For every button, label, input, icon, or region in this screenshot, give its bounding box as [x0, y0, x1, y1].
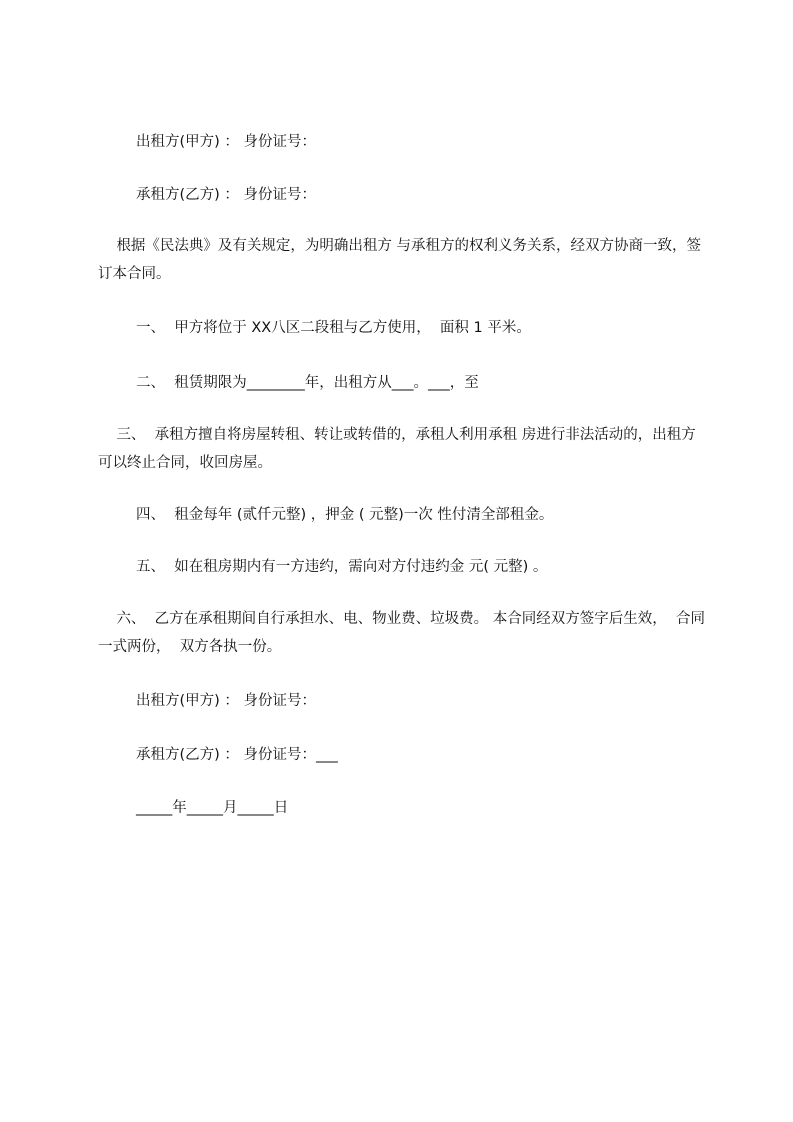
header-tenant-line: 承租方(乙方) ： 身份证号： — [136, 187, 317, 203]
date-line: _____年_____月_____日 — [136, 800, 289, 816]
header-landlord-line: 出租方(甲方) ： 身份证号： — [136, 134, 317, 150]
clause-2: 二、 租赁期限为________年，出租方从___。___，至 — [136, 375, 479, 391]
clause-1: 一、 甲方将位于 XX八区二段租与乙方使用， 面积 1 平米。 — [136, 320, 531, 336]
clause-5: 五、 如在租房期内有一方违约，需向对方付违约金 元( 元整) 。 — [136, 559, 548, 575]
clause-6: 六、 乙方在承租期间自行承担水、电、物业费、垃圾费。 本合同经双方签字后生效， 合同一式两份， 双方各执一份。 — [98, 611, 705, 655]
clause-4: 四、 租金每年 (贰仟元整) ，押金 ( 元整)一次 性付清全部租金。 — [136, 507, 554, 523]
footer-landlord-line: 出租方(甲方) ： 身份证号： — [136, 693, 317, 709]
footer-tenant-line: 承租方(乙方) ： 身份证号：___ — [136, 747, 338, 763]
clause-3: 三、 承租方擅自将房屋转租、转让或转借的，承租人利用承租 房进行非法活动的，出租方可以终止合同，收回房屋。 — [98, 427, 696, 471]
intro-paragraph: 根据《民法典》及有关规定，为明确出租方 与承租方的权利义务关系，经双方协商一致，签订本合同。 — [98, 238, 702, 282]
